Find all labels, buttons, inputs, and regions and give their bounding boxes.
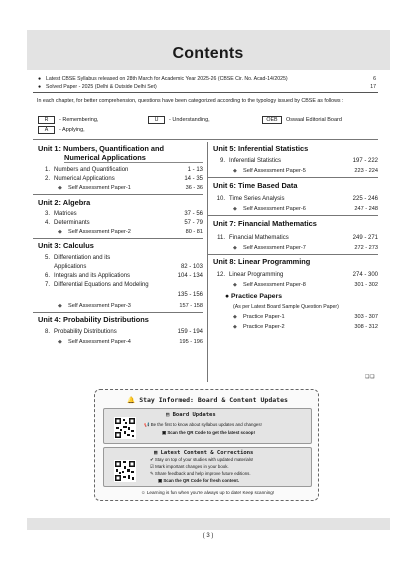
qr-code-icon[interactable] — [114, 417, 136, 439]
paper-name: Self Assessment Paper-3 — [68, 303, 131, 309]
diamond-icon: ◆ — [58, 303, 62, 309]
legend-understanding — [148, 116, 210, 124]
chapter-number: 9. — [219, 158, 225, 164]
legend-label: - Applying, — [59, 127, 85, 133]
paper-name: Self Assessment Paper-1 — [68, 185, 131, 191]
chapter-pages: 249 - 271 — [352, 235, 378, 241]
chapter-5-cont[interactable] — [38, 264, 203, 270]
unit-6-heading[interactable] — [213, 181, 378, 190]
chapter-pages: 57 - 79 — [184, 220, 203, 226]
unit-5-heading[interactable] — [213, 144, 378, 153]
chapter-9[interactable] — [213, 158, 378, 164]
chapter-number: 2. — [44, 176, 50, 182]
divider — [208, 177, 378, 178]
legend-remembering — [38, 116, 98, 124]
paper-name: Self Assessment Paper-7 — [243, 245, 306, 251]
column-divider — [207, 142, 208, 382]
paper-pages: 247 - 248 — [354, 206, 378, 212]
chapter-1[interactable] — [38, 167, 203, 173]
unit-title: Unit 7: Financial Mathematics — [213, 219, 317, 228]
chapter-number: 10. — [216, 196, 225, 202]
content-updates-panel — [103, 447, 312, 487]
legend-oeb — [262, 116, 342, 124]
divider — [33, 312, 203, 313]
chapter-number: 12. — [216, 272, 225, 278]
content-updates-line3: ✎ Share feedback and help improve future editions. — [150, 471, 251, 476]
content-updates-line4: ▣ Scan the QR Code for fresh content. — [158, 478, 239, 483]
bullet-icon: ● — [225, 293, 231, 300]
paper-name: Self Assessment Paper-6 — [243, 206, 306, 212]
chapter-2[interactable] — [38, 176, 203, 182]
paper-name: Self Assessment Paper-5 — [243, 168, 306, 174]
content-updates-title: ▦ Latest Content & Corrections — [154, 450, 254, 456]
paper-pages: 80 - 81 — [185, 229, 203, 235]
self-assessment-4[interactable] — [58, 339, 203, 345]
document-icon: ▤ — [166, 412, 173, 418]
self-assessment-8[interactable] — [233, 282, 378, 288]
bell-icon: 🔔 — [127, 396, 136, 404]
board-updates-panel — [103, 408, 312, 444]
divider — [208, 215, 378, 216]
chapter-7-pages[interactable] — [38, 292, 203, 298]
chapter-pages: 225 - 246 — [352, 196, 378, 202]
chapter-pages: 274 - 300 — [352, 272, 378, 278]
divider — [208, 254, 378, 255]
content-icon: ▦ — [154, 450, 161, 456]
chapter-name: Linear Programming — [229, 272, 284, 278]
page-title: Contents — [172, 45, 244, 62]
legend-label: - Remembering, — [59, 117, 99, 123]
chapter-name: Differentiation and its — [54, 255, 111, 261]
unit-8-heading[interactable] — [213, 257, 378, 266]
paper-name: Practice Paper-2 — [243, 324, 285, 330]
chapter-number: 1. — [44, 167, 50, 173]
chapter-number: 4. — [44, 220, 50, 226]
paper-pages: 308 - 312 — [354, 324, 378, 330]
intro-row-syllabus[interactable] — [38, 76, 376, 82]
end-marks-icon: ❑❑ — [365, 374, 375, 380]
diamond-icon: ◆ — [233, 168, 237, 174]
paper-name: Self Assessment Paper-8 — [243, 282, 306, 288]
board-updates-line2: ▣ Scan the QR Code to get the latest scoop! — [162, 430, 255, 435]
content-updates-line1: ✔ Stay on top of your studies with updated materials! — [150, 457, 254, 462]
smile-icon: ☺ — [140, 490, 147, 495]
chapter-name: Integrals and its Applications — [54, 273, 131, 279]
legend-label: - Understanding, — [169, 117, 210, 123]
legend-code: OEB — [262, 116, 282, 124]
unit-4-heading[interactable] — [38, 315, 203, 324]
unit-title: Numerical Applications — [64, 153, 203, 163]
chapter-pages: 1 - 13 — [187, 167, 203, 173]
unit-7-heading[interactable] — [213, 219, 378, 228]
chapter-name: Applications — [54, 264, 87, 270]
chapter-number: 5. — [44, 255, 50, 261]
chapter-name: Financial Mathematics — [229, 235, 289, 241]
diamond-icon: ◆ — [233, 314, 237, 320]
divider — [33, 92, 378, 93]
practice-paper-2[interactable] — [233, 324, 378, 330]
paper-name: Practice Paper-1 — [243, 314, 285, 320]
divider — [33, 139, 378, 140]
typology-note: In each chapter, for better comprehension, questions have been categorized according to the typology issued by CBSE as follows : — [37, 98, 344, 104]
chapter-name: Probability Distributions — [54, 329, 117, 335]
megaphone-icon: 📢 — [144, 422, 151, 427]
self-assessment-6[interactable] — [233, 206, 378, 212]
unit-title: Unit 3: Calculus — [38, 241, 94, 250]
legend-code: U — [148, 116, 165, 124]
chapter-pages: 104 - 134 — [177, 273, 203, 279]
qr-code-icon[interactable] — [114, 460, 136, 482]
practice-papers-note — [233, 304, 378, 310]
intro-page: 6 — [373, 76, 376, 82]
chapter-name: Inferential Statistics — [229, 158, 282, 164]
chapter-10[interactable] — [213, 196, 378, 202]
updates-footer: ☺ Learning is fun when you're always up to date! Keep scanning! — [140, 490, 275, 495]
legend-label: Oswaal Editorial Board — [286, 117, 342, 123]
chapter-name: Numbers and Quantification — [54, 167, 129, 173]
chapter-number: 11. — [217, 235, 225, 241]
paper-pages: 195 - 196 — [179, 339, 203, 345]
footer-band — [27, 518, 390, 530]
legend-code: A — [38, 126, 55, 134]
chapter-11[interactable] — [213, 235, 378, 241]
chapter-number: 6. — [44, 273, 50, 279]
practice-papers-heading[interactable] — [225, 293, 375, 300]
legend-applying — [38, 126, 85, 134]
paper-pages: 223 - 224 — [354, 168, 378, 174]
updates-title: Stay Informed: Board & Content Updates — [139, 396, 288, 404]
intro-page: 17 — [370, 84, 376, 90]
chapter-6[interactable] — [38, 273, 203, 279]
diamond-icon: ◆ — [233, 206, 237, 212]
intro-row-solved-paper[interactable] — [38, 84, 376, 90]
diamond-icon: ◆ — [58, 339, 62, 345]
paper-name: Self Assessment Paper-2 — [68, 229, 131, 235]
unit-1-heading[interactable] — [38, 144, 203, 153]
legend-code: R — [38, 116, 55, 124]
paper-name: Self Assessment Paper-4 — [68, 339, 131, 345]
chapter-pages: 82 - 103 — [180, 264, 203, 270]
diamond-icon: ◆ — [233, 324, 237, 330]
diamond-icon: ◆ — [233, 282, 237, 288]
chapter-3[interactable] — [38, 211, 203, 217]
unit-title: Unit 8: Linear Programming — [213, 257, 311, 266]
check-icon: ☑ — [150, 464, 156, 469]
board-updates-line1: 📢 Be the first to know about syllabus updates and changes! — [144, 422, 262, 427]
board-updates-title: ▤ Board Updates — [166, 412, 216, 418]
chapter-8[interactable] — [38, 329, 203, 335]
divider — [33, 194, 203, 195]
chapter-pages: 159 - 194 — [177, 329, 203, 335]
chapter-pages: 197 - 222 — [352, 158, 378, 164]
paper-pages: 157 - 158 — [179, 303, 203, 309]
feedback-icon: ✎ — [150, 471, 155, 476]
bullet-icon: ● — [38, 84, 42, 90]
chapter-4[interactable] — [38, 220, 203, 226]
divider — [33, 238, 203, 239]
self-assessment-7[interactable] — [233, 245, 378, 251]
chapter-pages: 14 - 35 — [184, 176, 203, 182]
unit-title: Unit 6: Time Based Data — [213, 181, 298, 190]
unit-2-heading[interactable] — [38, 198, 203, 207]
bullet-icon: ● — [38, 76, 42, 82]
paper-pages: 301 - 302 — [354, 282, 378, 288]
diamond-icon: ◆ — [233, 245, 237, 251]
paper-pages: 272 - 273 — [354, 245, 378, 251]
self-assessment-5[interactable] — [233, 168, 378, 174]
self-assessment-2[interactable] — [58, 229, 203, 235]
updates-box — [94, 389, 319, 501]
unit-title: Unit 4: Probability Distributions — [38, 315, 149, 324]
section-title: Practice Papers — [231, 293, 283, 300]
unit-title: Unit 1: Numbers, Quantification and — [38, 144, 165, 153]
diamond-icon: ◆ — [58, 229, 62, 235]
chapter-name: Differential Equations and Modeling — [54, 282, 149, 288]
chapter-number: 8. — [44, 329, 50, 335]
chapter-number: 3. — [44, 211, 50, 217]
intro-text: Solved Paper - 2025 (Delhi & Outside Delhi Set) — [46, 84, 157, 90]
unit-title: Unit 2: Algebra — [38, 198, 91, 207]
qr-scan-icon: ▣ — [158, 478, 164, 483]
unit-1-heading-cont — [64, 153, 203, 163]
chapter-pages: 37 - 56 — [184, 211, 203, 217]
qr-scan-icon: ▣ — [162, 430, 168, 435]
chapter-number: 7. — [44, 282, 50, 288]
updates-header — [103, 394, 312, 406]
paper-pages: 303 - 307 — [354, 314, 378, 320]
chapter-name: Numerical Applications — [54, 176, 115, 182]
self-assessment-1[interactable] — [58, 185, 203, 191]
note-text: (As per Latest Board Sample Question Paper) — [233, 304, 339, 310]
chapter-5[interactable] — [38, 255, 203, 261]
self-assessment-3[interactable] — [58, 303, 203, 309]
chapter-12[interactable] — [213, 272, 378, 278]
diamond-icon: ◆ — [58, 185, 62, 191]
chapter-name: Matrices — [54, 211, 77, 217]
book-icon: ✔ — [150, 457, 155, 462]
content-updates-line2: ☑ Mark important changes in your book. — [150, 464, 229, 469]
unit-3-heading[interactable] — [38, 241, 203, 250]
page-number: ( 3 ) — [202, 533, 214, 539]
unit-title: Unit 5: Inferential Statistics — [213, 144, 309, 153]
practice-paper-1[interactable] — [233, 314, 378, 320]
chapter-pages: 135 - 156 — [177, 292, 203, 298]
intro-text: Latest CBSE Syllabus released on 28th March for Academic Year 2025-26 (CBSE Cir. No. Acad-14/2025) — [46, 76, 288, 82]
chapter-7[interactable] — [38, 282, 203, 288]
paper-pages: 36 - 36 — [185, 185, 203, 191]
chapter-name: Time Series Analysis — [229, 196, 285, 202]
chapter-name: Determinants — [54, 220, 90, 226]
